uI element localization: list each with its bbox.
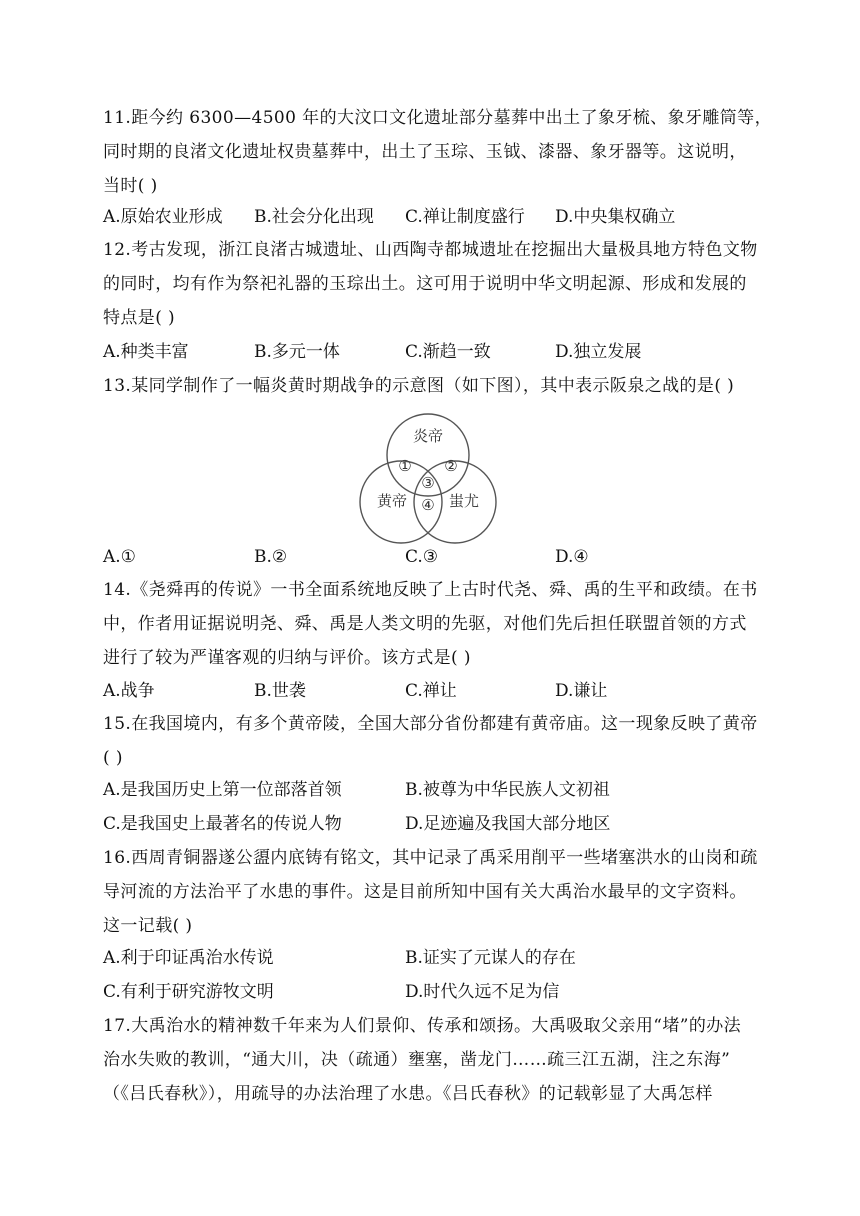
q16-option-d: D.时代久远不足为信 <box>405 982 560 1002</box>
q14-stem-line-1: 14.《尧舜再的传说》一书全面系统地反映了上古时代尧、舜、禹的生平和政绩。在书 <box>103 580 758 600</box>
q12-option-c: C.渐趋一致 <box>405 342 491 362</box>
q16-stem-line-3: 这一记载( ) <box>103 916 193 936</box>
q15-option-a: A.是我国历史上第一位部落首领 <box>103 780 342 800</box>
q15-option-d: D.足迹遍及我国大部分地区 <box>405 814 611 834</box>
q14-option-c: C.禅让 <box>405 681 457 701</box>
q13-option-a: A.① <box>103 547 136 567</box>
q17-stem-line-2: 治水失败的教训，“通大川，决（疏通）壅塞，凿龙门……疏三江五湖，注之东海” <box>103 1050 731 1070</box>
q13-stem-line-1: 13.某同学制作了一幅炎黄时期战争的示意图（如下图），其中表示阪泉之战的是( ) <box>103 376 735 396</box>
q11-option-a: A.原始农业形成 <box>103 207 223 227</box>
q16-option-b: B.证实了元谋人的存在 <box>405 948 576 968</box>
war-venn-diagram <box>352 408 504 546</box>
q13-option-c: C.③ <box>405 547 439 567</box>
q14-option-a: A.战争 <box>103 681 155 701</box>
q11-option-c: C.禅让制度盛行 <box>405 207 525 227</box>
q11-stem-line-2: 同时期的良渚文化遗址权贵墓葬中，出土了玉琮、玉钺、漆器、象牙器等。这说明， <box>103 142 747 162</box>
region-3-number: ③ <box>421 474 435 492</box>
q11-option-d: D.中央集权确立 <box>555 207 676 227</box>
q15-option-c: C.是我国史上最著名的传说人物 <box>103 814 342 834</box>
q12-option-b: B.多元一体 <box>254 342 340 362</box>
q15-stem-line-2: ( ) <box>103 748 123 768</box>
region-4-number: ④ <box>421 496 435 514</box>
region-2-number: ② <box>444 457 458 475</box>
q14-stem-line-3: 进行了较为严谨客观的归纳与评价。该方式是( ) <box>103 648 471 668</box>
q15-option-b: B.被尊为中华民族人文初祖 <box>405 780 610 800</box>
q11-stem-line-3: 当时( ) <box>103 176 158 196</box>
region-1-number: ① <box>398 457 412 475</box>
q15-stem-line-1: 15.在我国境内，有多个黄帝陵，全国大部分省份都建有黄帝庙。这一现象反映了黄帝 <box>103 714 758 734</box>
q14-stem-line-2: 中，作者用证据说明尧、舜、禹是人类文明的先驱，对他们先后担任联盟首领的方式 <box>103 614 747 634</box>
huangdi-label: 黄帝 <box>376 492 408 510</box>
q16-stem-line-1: 16.西周青铜器遂公盨内底铸有铭文，其中记录了禹采用削平一些堵塞洪水的山岗和疏 <box>103 848 758 868</box>
q16-option-c: C.有利于研究游牧文明 <box>103 982 274 1002</box>
chiyou-label: 蚩尤 <box>448 492 480 510</box>
q12-option-d: D.独立发展 <box>555 342 642 362</box>
q17-stem-line-1: 17.大禹治水的精神数千年来为人们景仰、传承和颂扬。大禹吸取父亲用“堵”的办法 <box>103 1016 742 1036</box>
q17-stem-line-3: （《吕氏春秋》），用疏导的办法治理了水患。《吕氏春秋》的记载彰显了大禹怎样 <box>103 1084 713 1104</box>
q14-option-d: D.谦让 <box>555 681 608 701</box>
q12-stem-line-1: 12.考古发现，浙江良渚古城遗址、山西陶寺都城遗址在挖掘出大量极具地方特色文物 <box>103 240 758 260</box>
q12-stem-line-3: 特点是( ) <box>103 308 176 328</box>
q12-option-a: A.种类丰富 <box>103 342 189 362</box>
q11-stem-line-1: 11.距今约 6300—4500 年的大汶口文化遗址部分墓葬中出土了象牙梳、象牙雕筒等， <box>103 108 772 128</box>
yandi-label: 炎帝 <box>412 427 444 445</box>
q12-stem-line-2: 的同时，均有作为祭祀礼器的玉琮出土。这可用于说明中华文明起源、形成和发展的 <box>103 274 747 294</box>
q13-option-b: B.② <box>254 547 288 567</box>
q16-option-a: A.利于印证禹治水传说 <box>103 948 274 968</box>
q14-option-b: B.世袭 <box>254 681 306 701</box>
q11-option-b: B.社会分化出现 <box>254 207 374 227</box>
q13-option-d: D.④ <box>555 547 589 567</box>
q16-stem-line-2: 导河流的方法治平了水患的事件。这是目前所知中国有关大禹治水最早的文字资料。 <box>103 882 747 902</box>
